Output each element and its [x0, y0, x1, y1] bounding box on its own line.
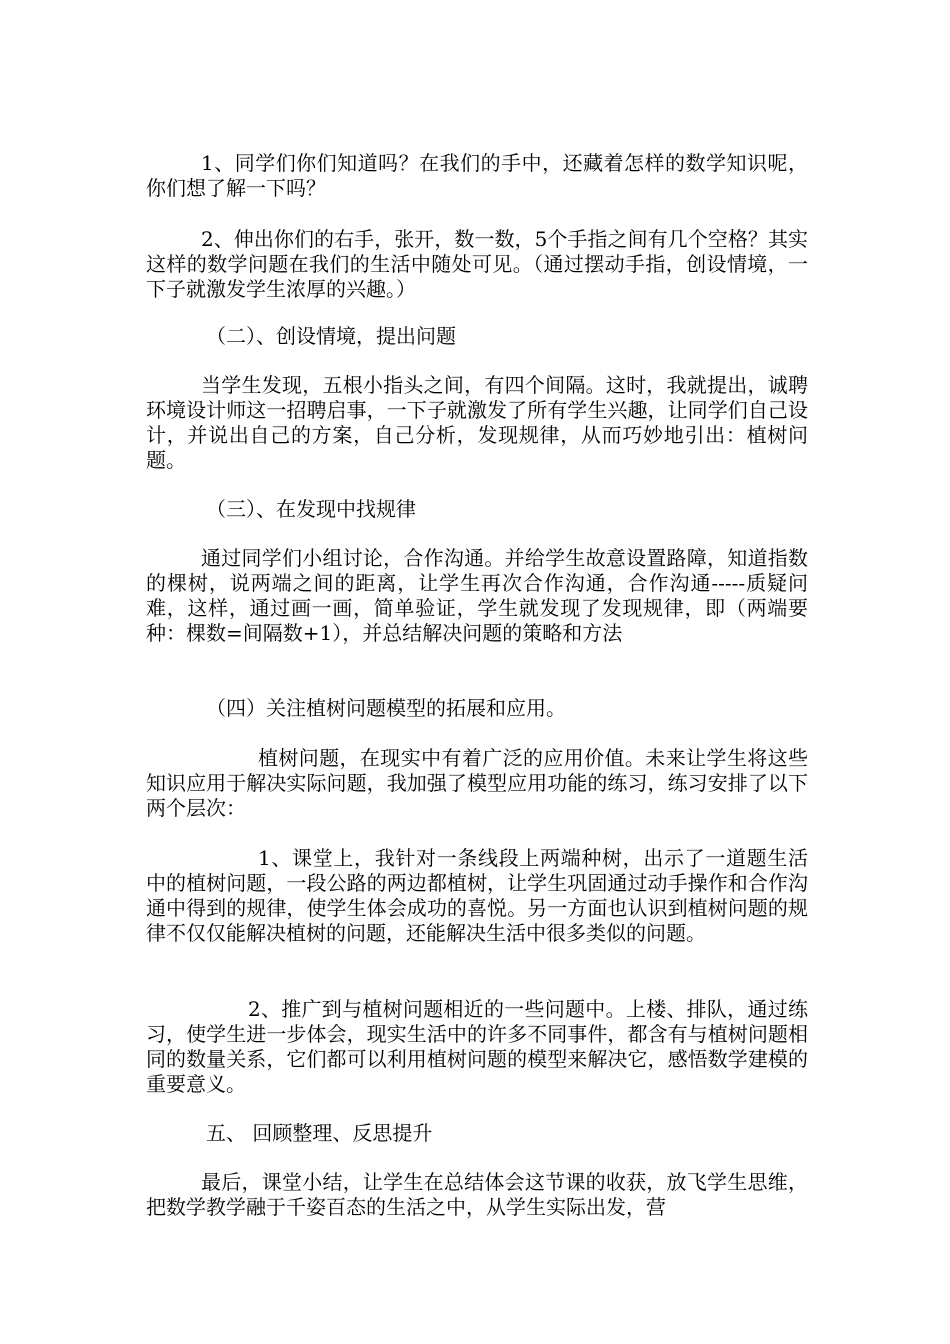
section-heading-3: （三）、在发现中找规律: [206, 497, 416, 521]
paragraph-classroom-practice: 1、课堂上，我针对一条线段上两端种树，出示了一道题生活中的植树问题，一段公路的两边都植树，让学生巩固通过动手操作和合作沟通中得到的规律，使学生体会成功的喜悦。另一方面也认识到植树问题的规律不仅仅能解决植树的问题，还能解决生活中很多类似的问题。: [146, 846, 808, 945]
paragraph-extension: 2、推广到与植树问题相近的一些问题中。上楼、排队，通过练习，使学生进一步体会，现实生活中的许多不同事件，都含有与植树问题相同的数量关系，它们都可以利用植树问题的模型来解决它，感悟数学建模的重要意义。: [146, 997, 808, 1096]
paragraph-application-value: 植树问题，在现实中有着广泛的应用价值。未来让学生将这些知识应用于解决实际问题，我加强了模型应用功能的练习，练习安排了以下两个层次：: [146, 746, 808, 820]
section-heading-2: （二）、创设情境，提出问题: [206, 324, 456, 348]
paragraph-fingers-gaps: 2、伸出你们的右手，张开，数一数，5个手指之间有几个空格？其实这样的数学问题在我们的生活中随处可见。（通过摆动手指，创设情境，一下子就激发学生浓厚的兴趣。）: [146, 227, 808, 301]
section-heading-4: （四）关注植树问题模型的拓展和应用。: [206, 696, 566, 720]
section-heading-5: 五、 回顾整理、反思提升: [206, 1121, 433, 1145]
paragraph-designer-scenario: 当学生发现，五根小指头之间，有四个间隔。这时，我就提出，诚聘环境设计师这一招聘启事，一下子就激发了所有学生兴趣，让同学们自己设计，并说出自己的方案，自己分析，发现规律，从而巧妙地引出：植树问题。: [146, 373, 808, 472]
paragraph-summary: 最后，课堂小结，让学生在总结体会这节课的收获，放飞学生思维，把数学教学融于千姿百态的生活之中，从学生实际出发，营: [146, 1170, 808, 1219]
paragraph-group-discussion: 通过同学们小组讨论，合作沟通。并给学生故意设置路障，知道指数的棵树，说两端之间的距离，让学生再次合作沟通，合作沟通-----质疑问难，这样，通过画一画，简单验证，学生就发现了发现规律，即（两端要种：棵数=间隔数+1），并总结解决问题的策略和方法: [146, 546, 808, 645]
paragraph-hand-knowledge: 1、同学们你们知道吗？在我们的手中，还藏着怎样的数学知识呢，你们想了解一下吗？: [146, 151, 808, 200]
